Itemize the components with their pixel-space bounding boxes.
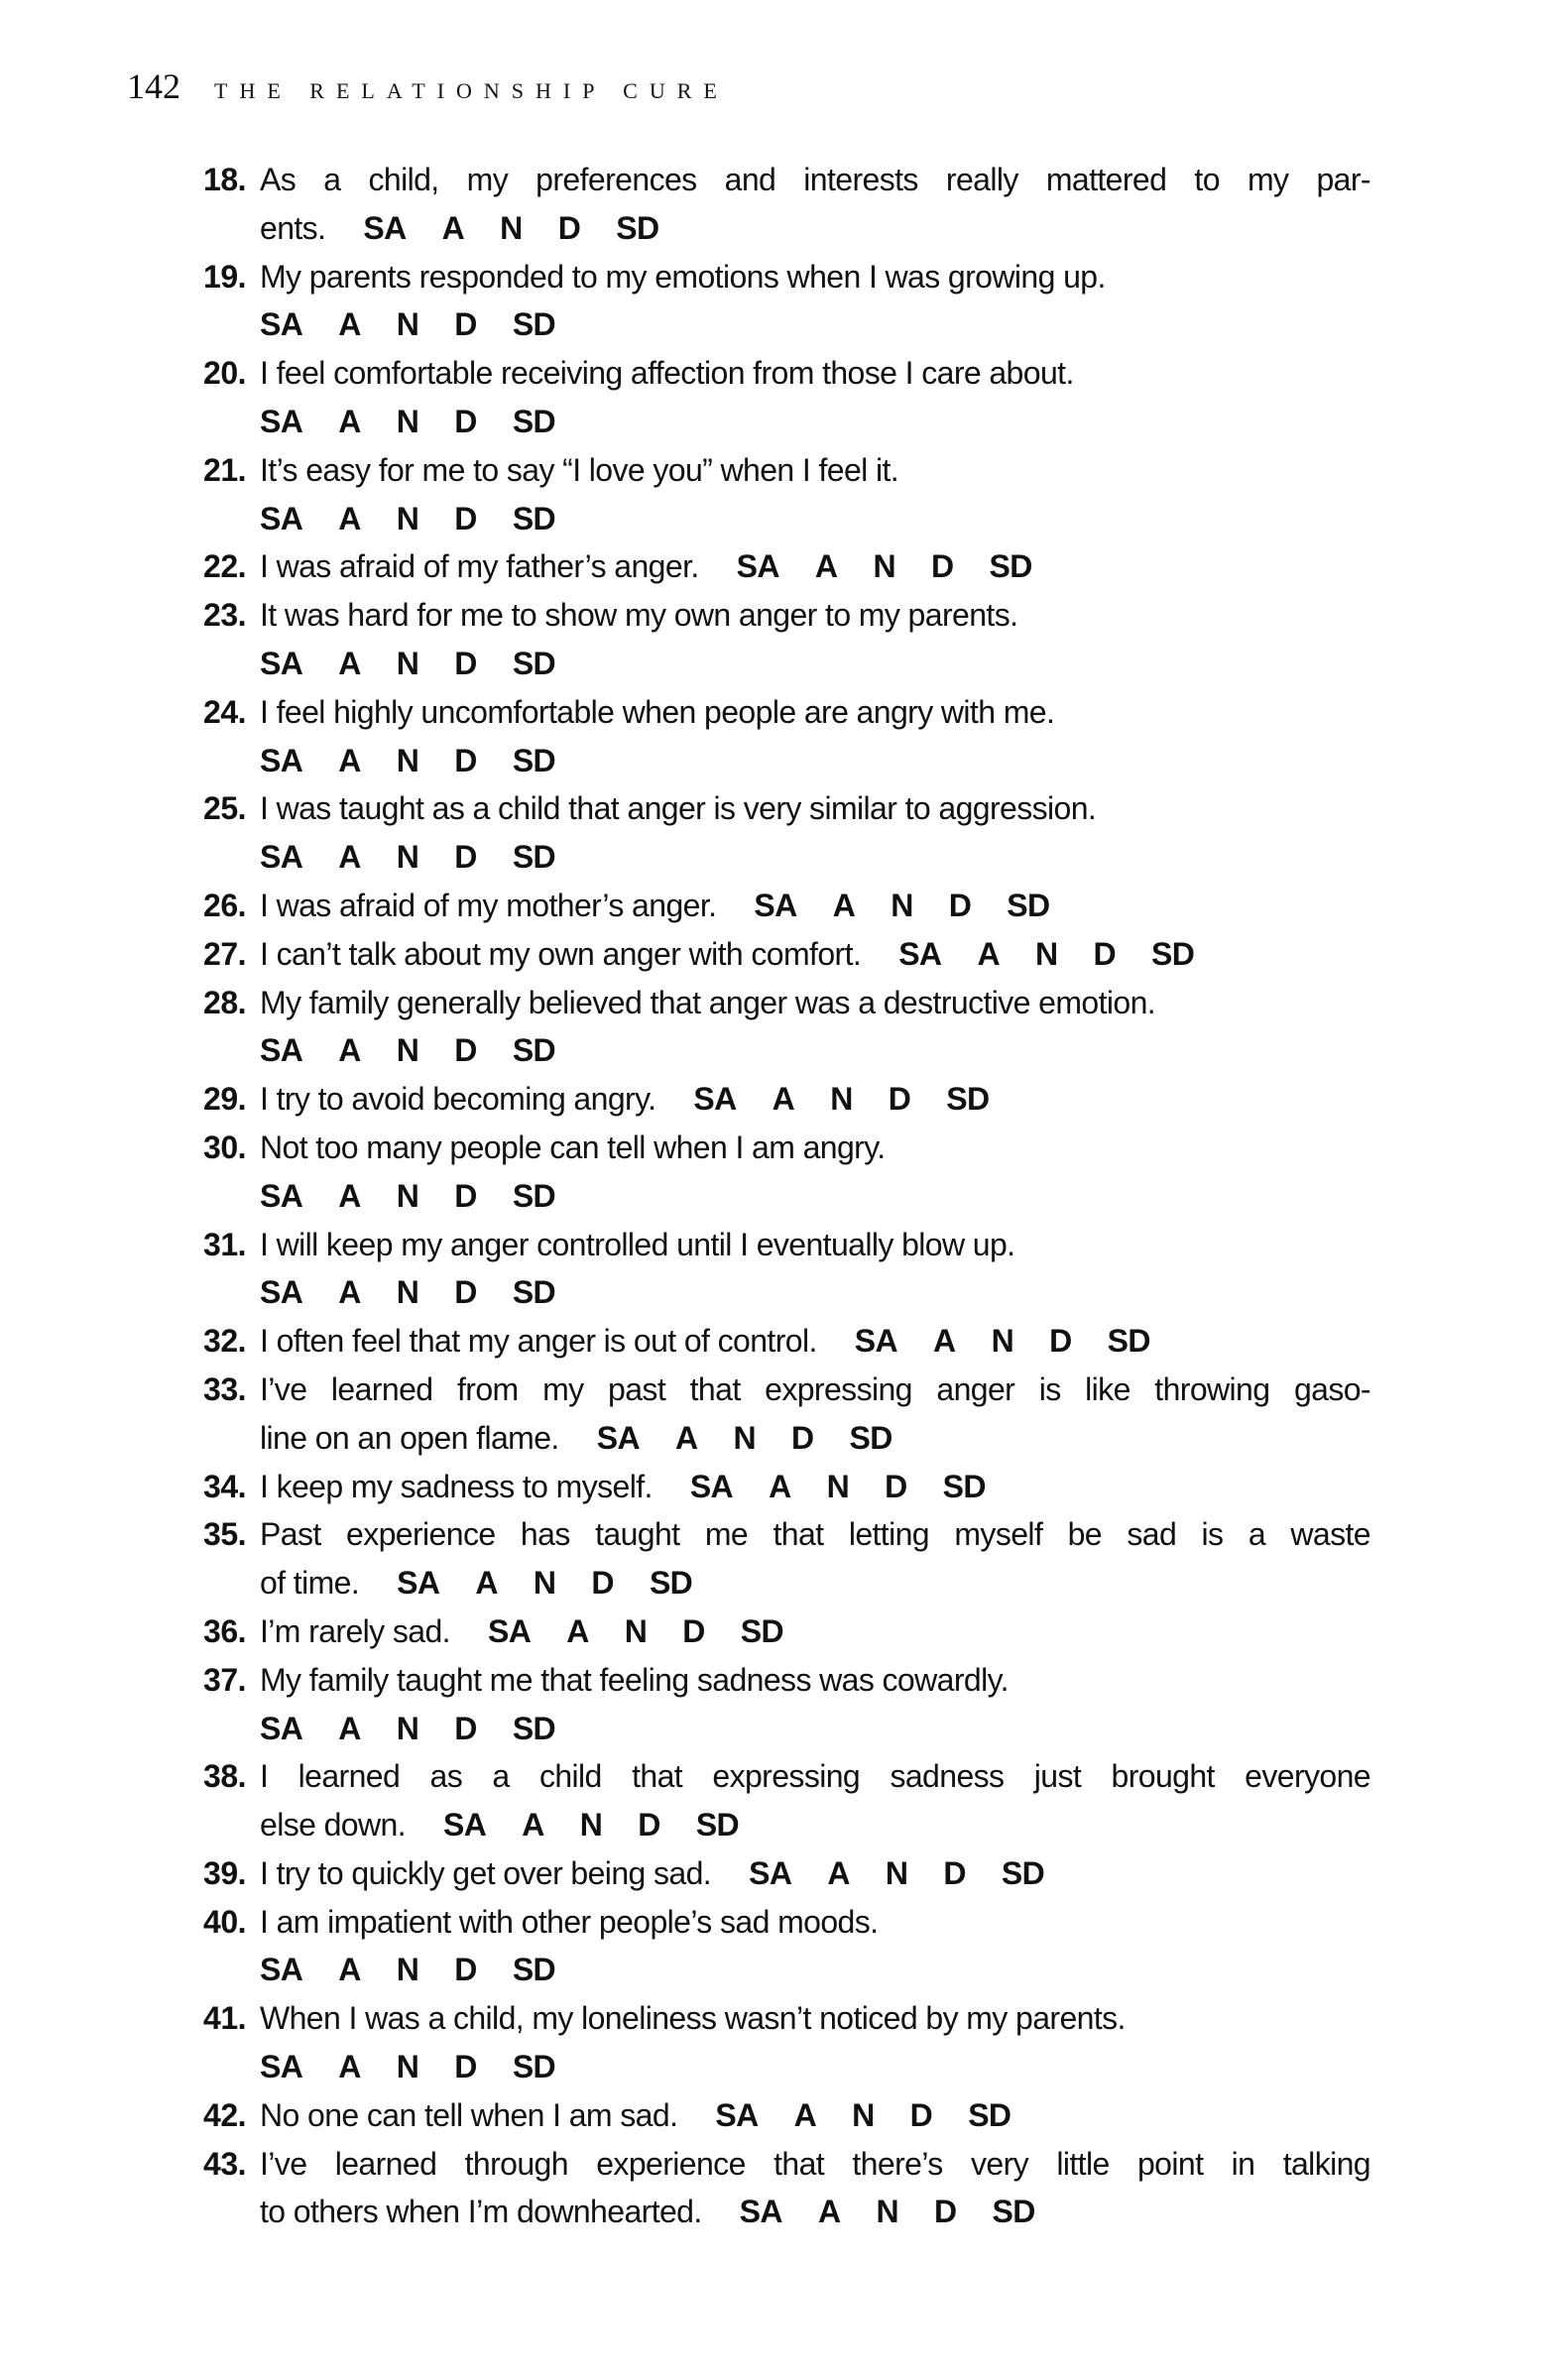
item-text: I was taught as a child that anger is very similar to aggression.	[260, 790, 1097, 827]
item-text-line	[260, 495, 1370, 543]
rating-scale	[260, 839, 591, 875]
rating-option-d[interactable]: D	[638, 1807, 660, 1844]
rating-scale	[749, 1855, 1080, 1891]
rating-option-n[interactable]: N	[396, 1952, 419, 1988]
rating-option-sd[interactable]: SD	[1107, 1323, 1150, 1360]
rating-option-n[interactable]: N	[826, 1468, 850, 1504]
rating-option-sd[interactable]: SD	[1001, 1854, 1045, 1891]
item-number: 41.	[203, 2000, 246, 2037]
rating-option-a[interactable]: A	[338, 839, 361, 876]
rating-option-d[interactable]: D	[943, 1854, 966, 1891]
questionnaire-item	[188, 1898, 1378, 1995]
rating-option-d[interactable]: D	[454, 839, 477, 876]
item-number: 28.	[203, 984, 246, 1020]
rating-scale	[690, 1469, 1021, 1504]
rating-option-a[interactable]: A	[441, 209, 465, 246]
rating-option-sd[interactable]: SD	[989, 548, 1032, 585]
item-text-line	[260, 300, 1370, 349]
rating-option-n[interactable]: N	[396, 1274, 419, 1311]
rating-option-d[interactable]: D	[885, 1468, 907, 1504]
questionnaire-item	[188, 930, 1378, 979]
rating-option-d[interactable]: D	[454, 1032, 477, 1069]
rating-option-n[interactable]: N	[396, 403, 419, 439]
item-text: It’s easy for me to say “I love you” when I feel it.	[260, 451, 899, 488]
rating-scale	[260, 1952, 591, 1987]
rating-option-n[interactable]: N	[891, 887, 913, 923]
item-text-line	[260, 640, 1370, 688]
item-text: I was afraid of my father’s anger.	[260, 548, 699, 585]
item-number: 32.	[203, 1323, 246, 1360]
item-text-line	[260, 2091, 1370, 2140]
questionnaire-item	[188, 446, 1378, 543]
rating-option-n[interactable]: N	[396, 1710, 419, 1746]
rating-option-n[interactable]: N	[396, 742, 419, 778]
rating-option-d[interactable]: D	[454, 1274, 477, 1311]
rating-option-sd[interactable]: SD	[942, 1468, 986, 1504]
rating-option-sa[interactable]: SA	[739, 2194, 782, 2230]
rating-option-sa[interactable]: SA	[715, 2096, 759, 2133]
rating-option-sd[interactable]: SD	[649, 1565, 693, 1602]
rating-option-sa[interactable]: SA	[397, 1565, 440, 1602]
item-text: My parents responded to my emotions when I was growing up.	[260, 258, 1106, 295]
item-text-line	[260, 833, 1370, 882]
rating-option-sa[interactable]: SA	[749, 1854, 792, 1891]
item-number: 39.	[203, 1854, 246, 1891]
rating-option-n[interactable]: N	[624, 1612, 648, 1649]
item-number: 18.	[203, 162, 246, 197]
questionnaire-item	[188, 882, 1378, 930]
rating-option-n[interactable]: N	[852, 2096, 875, 2133]
rating-scale	[597, 1420, 928, 1456]
rating-option-a[interactable]: A	[832, 887, 856, 923]
rating-option-a[interactable]: A	[933, 1323, 956, 1360]
rating-option-d[interactable]: D	[454, 1952, 477, 1988]
item-text: I learned as a child that expressing sadness just brought everyone	[260, 1758, 1370, 1795]
rating-option-a[interactable]: A	[475, 1565, 498, 1602]
rating-option-d[interactable]: D	[454, 403, 477, 439]
rating-option-a[interactable]: A	[793, 2096, 817, 2133]
rating-option-sd[interactable]: SD	[512, 1032, 556, 1069]
rating-option-a[interactable]: A	[338, 742, 361, 778]
rating-option-a[interactable]: A	[338, 1177, 361, 1214]
item-text: line on an open flame.	[260, 1419, 559, 1456]
item-text-line	[260, 204, 1370, 253]
rating-option-d[interactable]: D	[930, 548, 954, 585]
rating-scale	[260, 1274, 591, 1310]
rating-option-sd[interactable]: SD	[616, 209, 659, 246]
item-number: 43.	[203, 2145, 246, 2182]
questionnaire-item	[188, 1075, 1378, 1124]
rating-option-sa[interactable]: SA	[260, 403, 303, 439]
questionnaire-item	[188, 979, 1378, 1076]
rating-option-d[interactable]: D	[454, 500, 477, 536]
item-text-line	[260, 1607, 1370, 1656]
item-text-line	[260, 253, 1370, 301]
questionnaire-item	[188, 1221, 1378, 1318]
item-text-line	[260, 1946, 1370, 1994]
questionnaire-item	[188, 1463, 1378, 1511]
questionnaire-item	[188, 1607, 1378, 1656]
rating-option-sa[interactable]: SA	[736, 548, 779, 585]
rating-option-sd[interactable]: SD	[512, 1177, 556, 1214]
rating-option-sa[interactable]: SA	[689, 1468, 734, 1504]
page-number: 142	[127, 66, 180, 106]
rating-option-d[interactable]: D	[591, 1565, 614, 1602]
questionnaire-item	[188, 1656, 1378, 1753]
item-text: I often feel that my anger is out of control.	[260, 1323, 817, 1360]
item-number: 33.	[203, 1370, 246, 1407]
rating-option-a[interactable]: A	[338, 500, 361, 536]
item-text: of time.	[260, 1565, 360, 1602]
rating-option-d[interactable]: D	[454, 306, 477, 343]
rating-option-d[interactable]: D	[1093, 935, 1116, 972]
rating-option-sa[interactable]: SA	[260, 1710, 303, 1746]
item-number: 40.	[203, 1903, 246, 1940]
rating-option-n[interactable]: N	[1034, 935, 1058, 972]
rating-option-n[interactable]: N	[396, 645, 419, 681]
rating-option-a[interactable]: A	[338, 306, 361, 343]
rating-option-sa[interactable]: SA	[260, 500, 303, 536]
item-text-line	[260, 156, 1370, 204]
rating-option-a[interactable]: A	[566, 1612, 589, 1649]
rating-scale	[488, 1613, 819, 1649]
item-text: I try to quickly get over being sad.	[260, 1854, 712, 1891]
item-text-line	[260, 1656, 1370, 1705]
rating-option-a[interactable]: A	[338, 1274, 361, 1311]
item-text: I feel comfortable receiving affection from those I care about.	[260, 355, 1074, 392]
rating-option-n[interactable]: N	[991, 1323, 1014, 1360]
rating-option-a[interactable]: A	[338, 1710, 361, 1746]
item-text-line	[260, 1705, 1370, 1753]
rating-option-n[interactable]: N	[396, 1032, 419, 1069]
item-text-line	[260, 737, 1370, 785]
item-text: I’m rarely sad.	[260, 1612, 450, 1649]
item-text-line	[260, 1124, 1370, 1172]
item-text: I’ve learned from my past that expressing anger is like throwing gaso-	[260, 1370, 1370, 1407]
rating-option-sd[interactable]: SD	[740, 1612, 784, 1649]
rating-option-sd[interactable]: SD	[512, 1274, 556, 1311]
rating-option-sd[interactable]: SD	[512, 500, 556, 536]
rating-option-sd[interactable]: SD	[695, 1807, 740, 1844]
rating-option-n[interactable]: N	[533, 1565, 556, 1602]
rating-option-sd[interactable]: SD	[849, 1419, 892, 1456]
item-number: 36.	[203, 1612, 246, 1649]
item-number: 25.	[203, 790, 246, 827]
questionnaire-item	[188, 1994, 1378, 2091]
item-number: 20.	[203, 355, 246, 392]
rating-option-d[interactable]: D	[454, 1710, 477, 1746]
questionnaire-item	[188, 1317, 1378, 1366]
rating-option-sd[interactable]: SD	[512, 2049, 556, 2085]
item-number: 37.	[203, 1661, 246, 1698]
item-text-line	[260, 2043, 1370, 2091]
item-number: 24.	[203, 693, 246, 730]
rating-option-sa[interactable]: SA	[443, 1807, 487, 1844]
rating-scale	[260, 1178, 591, 1214]
rating-scale	[443, 1807, 774, 1843]
item-number: 30.	[203, 1129, 246, 1165]
rating-scale	[260, 1032, 591, 1068]
rating-option-sa[interactable]: SA	[260, 839, 303, 876]
rating-option-a[interactable]: A	[338, 2049, 361, 2085]
item-number: 27.	[203, 935, 246, 972]
item-text: Not too many people can tell when I am angry.	[260, 1129, 886, 1165]
rating-option-sd[interactable]: SD	[512, 1710, 556, 1746]
item-text: My family generally believed that anger was a destructive emotion.	[260, 984, 1156, 1020]
item-text-line	[260, 1994, 1370, 2043]
rating-option-d[interactable]: D	[909, 2096, 933, 2133]
item-text: No one can tell when I am sad.	[260, 2096, 678, 2133]
item-text-line	[260, 784, 1370, 833]
rating-option-n[interactable]: N	[396, 839, 419, 876]
item-text: else down.	[260, 1807, 406, 1844]
questionnaire-item	[188, 2091, 1378, 2140]
questionnaire-item	[188, 1510, 1378, 1607]
rating-option-d[interactable]: D	[557, 209, 581, 246]
item-text-line	[260, 398, 1370, 446]
rating-scale	[260, 306, 591, 342]
item-text-line	[260, 688, 1370, 737]
rating-option-sd[interactable]: SD	[512, 306, 556, 343]
rating-option-n[interactable]: N	[873, 548, 895, 585]
rating-option-a[interactable]: A	[817, 2194, 841, 2230]
rating-option-sa[interactable]: SA	[260, 2049, 303, 2085]
item-text-line	[260, 1898, 1370, 1947]
item-text-line	[260, 1221, 1370, 1269]
item-text-line	[260, 2140, 1370, 2189]
rating-option-sd[interactable]: SD	[1007, 887, 1050, 923]
item-text-line	[260, 979, 1370, 1027]
questionnaire-item	[188, 156, 1378, 253]
item-text-line	[260, 1463, 1370, 1511]
rating-option-d[interactable]: D	[454, 742, 477, 778]
rating-scale	[260, 1711, 591, 1746]
rating-option-d[interactable]: D	[682, 1612, 705, 1649]
rating-option-a[interactable]: A	[338, 1952, 361, 1988]
rating-scale	[260, 743, 591, 778]
item-text: I am impatient with other people’s sad moods.	[260, 1903, 879, 1940]
rating-option-sa[interactable]: SA	[487, 1612, 532, 1649]
item-text-line	[260, 446, 1370, 495]
item-text: I can’t talk about my own anger with comfort.	[260, 935, 862, 972]
questionnaire-item	[188, 2140, 1378, 2237]
rating-option-a[interactable]: A	[814, 548, 838, 585]
rating-option-a[interactable]: A	[827, 1854, 850, 1891]
item-number: 29.	[203, 1081, 246, 1118]
questionnaire-list	[188, 156, 1378, 2236]
item-text: When I was a child, my loneliness wasn’t noticed by my parents.	[260, 2000, 1126, 2037]
rating-option-n[interactable]: N	[396, 2049, 419, 2085]
item-text-line	[260, 1849, 1370, 1898]
item-number: 19.	[203, 258, 246, 295]
item-text: My family taught me that feeling sadness was cowardly.	[260, 1661, 1009, 1698]
item-text: I’ve learned through experience that there’s very little point in talking	[260, 2145, 1370, 2182]
rating-option-sa[interactable]: SA	[260, 1177, 303, 1214]
item-text-line	[260, 1172, 1370, 1221]
rating-scale	[260, 501, 591, 536]
rating-option-d[interactable]: D	[454, 2049, 477, 2085]
rating-option-n[interactable]: N	[830, 1081, 853, 1118]
item-text-line	[260, 542, 1370, 591]
rating-scale	[260, 2049, 591, 2084]
item-text: ents.	[260, 209, 326, 246]
rating-option-n[interactable]: N	[579, 1807, 603, 1844]
rating-option-a[interactable]: A	[772, 1081, 795, 1118]
rating-scale	[737, 548, 1068, 584]
rating-option-a[interactable]: A	[338, 645, 361, 681]
questionnaire-item	[188, 349, 1378, 446]
questionnaire-item	[188, 688, 1378, 785]
rating-option-a[interactable]: A	[338, 403, 361, 439]
questionnaire-item	[188, 1849, 1378, 1898]
rating-option-n[interactable]: N	[500, 209, 523, 246]
rating-option-sd[interactable]: SD	[946, 1081, 990, 1118]
item-number: 22.	[203, 548, 246, 585]
rating-scale	[693, 1081, 1024, 1117]
rating-option-sd[interactable]: SD	[512, 645, 556, 681]
item-text: I feel highly uncomfortable when people are angry with me.	[260, 693, 1055, 730]
item-text-line	[260, 349, 1370, 398]
rating-scale	[715, 2097, 1046, 2133]
rating-option-n[interactable]: N	[733, 1419, 756, 1456]
rating-option-sd[interactable]: SD	[992, 2194, 1035, 2230]
rating-option-sa[interactable]: SA	[260, 306, 303, 343]
item-text-line	[260, 1075, 1370, 1124]
rating-scale	[260, 404, 591, 439]
item-text-line	[260, 1510, 1370, 1559]
questionnaire-item	[188, 1366, 1378, 1463]
rating-option-d[interactable]: D	[948, 887, 972, 923]
rating-option-n[interactable]: N	[396, 500, 419, 536]
rating-option-sa[interactable]: SA	[260, 1274, 303, 1311]
rating-option-a[interactable]: A	[338, 1032, 361, 1069]
rating-option-sa[interactable]: SA	[693, 1081, 737, 1118]
rating-option-sd[interactable]: SD	[1151, 935, 1195, 972]
rating-option-d[interactable]: D	[454, 645, 477, 681]
item-text: Past experience has taught me that letting myself be sad is a waste	[260, 1516, 1370, 1553]
item-text: I was afraid of my mother’s anger.	[260, 887, 717, 923]
rating-option-a[interactable]: A	[977, 935, 1000, 972]
item-number: 42.	[203, 2096, 246, 2133]
questionnaire-item	[188, 253, 1378, 350]
questionnaire-item	[188, 784, 1378, 882]
item-text-line	[260, 882, 1370, 930]
rating-option-sa[interactable]: SA	[260, 1032, 303, 1069]
rating-option-d[interactable]: D	[454, 1177, 477, 1214]
rating-option-d[interactable]: D	[888, 1081, 911, 1118]
running-header	[127, 65, 729, 107]
rating-option-sa[interactable]: SA	[754, 887, 797, 923]
item-number: 35.	[203, 1516, 246, 1553]
questionnaire-item	[188, 542, 1378, 591]
rating-option-sa[interactable]: SA	[596, 1419, 640, 1456]
rating-scale	[740, 2194, 1071, 2229]
item-text-line	[260, 930, 1370, 979]
rating-option-sa[interactable]: SA	[363, 209, 407, 246]
rating-option-sa[interactable]: SA	[898, 935, 942, 972]
item-number: 34.	[203, 1468, 246, 1504]
questionnaire-item	[188, 1752, 1378, 1849]
rating-option-sd[interactable]: SD	[968, 2096, 1011, 2133]
rating-scale	[754, 888, 1085, 923]
item-number: 38.	[203, 1758, 246, 1795]
item-text-line	[260, 1268, 1370, 1317]
item-text-line	[260, 2188, 1370, 2236]
item-text-line	[260, 1414, 1370, 1463]
rating-option-sa[interactable]: SA	[260, 645, 303, 681]
rating-option-d[interactable]: D	[791, 1419, 814, 1456]
rating-option-n[interactable]: N	[396, 306, 419, 343]
running-title: THE RELATIONSHIP CURE	[214, 78, 729, 103]
item-text: It was hard for me to show my own anger to my parents.	[260, 597, 1018, 634]
item-text: As a child, my preferences and interests really mattered to my par-	[260, 162, 1370, 197]
questionnaire-item	[188, 1124, 1378, 1221]
item-number: 31.	[203, 1226, 246, 1262]
rating-option-n[interactable]: N	[876, 2194, 898, 2230]
rating-scale	[397, 1565, 728, 1601]
item-text: I will keep my anger controlled until I eventually blow up.	[260, 1226, 1015, 1262]
item-number: 23.	[203, 597, 246, 634]
item-text-line	[260, 1366, 1370, 1414]
rating-option-n[interactable]: N	[885, 1854, 908, 1891]
item-number: 21.	[203, 451, 246, 488]
rating-option-a[interactable]: A	[674, 1419, 698, 1456]
rating-option-sa[interactable]: SA	[260, 742, 303, 778]
rating-scale	[260, 646, 591, 681]
rating-option-d[interactable]: D	[933, 2194, 957, 2230]
rating-option-sd[interactable]: SD	[512, 1952, 556, 1988]
questionnaire-item	[188, 591, 1378, 688]
item-number: 26.	[203, 887, 246, 923]
rating-option-a[interactable]: A	[522, 1807, 544, 1844]
item-text-line	[260, 1559, 1370, 1607]
item-text-line	[260, 591, 1370, 640]
item-text: I try to avoid becoming angry.	[260, 1081, 656, 1118]
item-text: to others when I’m downhearted.	[260, 2194, 702, 2230]
item-text-line	[260, 1317, 1370, 1366]
rating-option-sa[interactable]: SA	[260, 1952, 303, 1988]
rating-option-sd[interactable]: SD	[512, 839, 556, 876]
rating-option-n[interactable]: N	[396, 1177, 419, 1214]
rating-scale	[363, 210, 694, 246]
rating-option-sd[interactable]: SD	[512, 403, 556, 439]
rating-option-sd[interactable]: SD	[512, 742, 556, 778]
item-text: I keep my sadness to myself.	[260, 1468, 653, 1504]
rating-scale	[855, 1323, 1186, 1359]
rating-option-a[interactable]: A	[769, 1468, 791, 1504]
item-text-line	[260, 1026, 1370, 1075]
rating-option-sa[interactable]: SA	[854, 1323, 898, 1360]
item-text-line	[260, 1801, 1370, 1849]
rating-option-d[interactable]: D	[1049, 1323, 1072, 1360]
item-text-line	[260, 1752, 1370, 1801]
rating-scale	[898, 936, 1230, 972]
